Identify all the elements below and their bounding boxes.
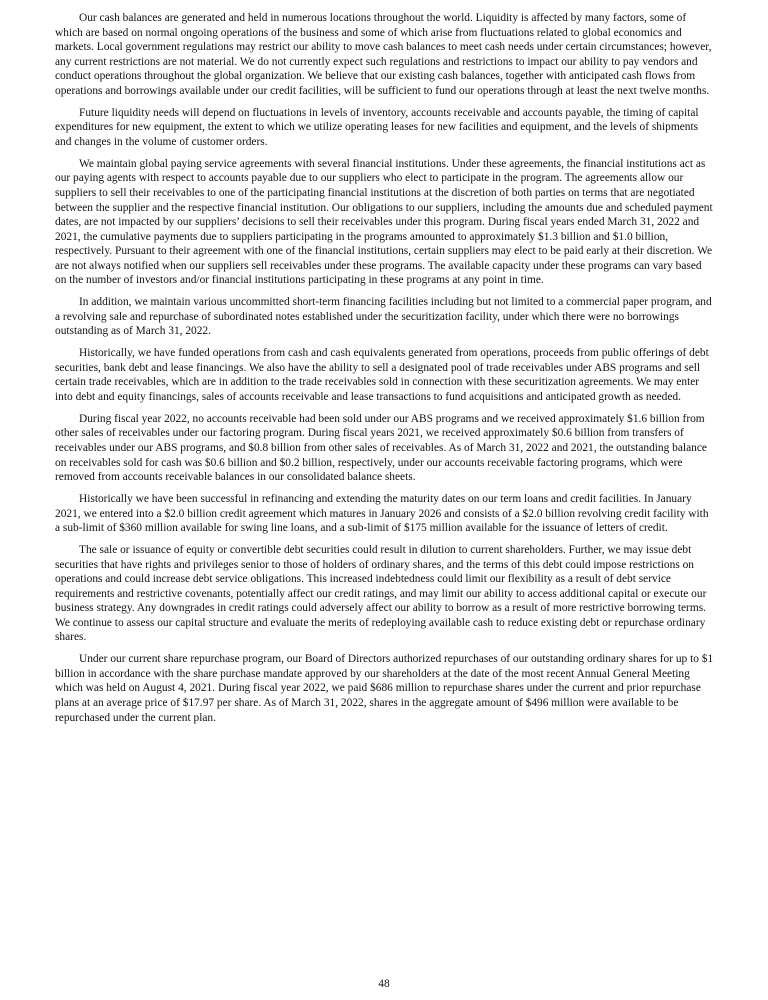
paragraph-share-repurchase: Under our current share repurchase program, our Board of Directors authorized repurchases of our outstanding ordinary shares for up to $1 billion in accordance with the share purchase mandate approved by our shareholders at the date of the most recent Annual General Meeting which was held on August 4, 2021. During fiscal year 2022, we paid $686 million to repurchase shares under the current and prior repurchase plans at an average price of $17.97 per share. As of March 31, 2022, shares in the aggregate amount of $496 million were available to be repurchased under the current plan. [55, 653, 714, 724]
paragraph-future-liquidity: Future liquidity needs will depend on fluctuations in levels of inventory, accounts receivable and accounts payable, the timing of capital expenditures for new equipment, the extent to which we utilize operating leases for new facilities and equipment, and the levels of shipments and changes in the volume of customer orders. [55, 106, 699, 148]
paragraph-equity-dilution: The sale or issuance of equity or convertible debt securities could result in dilution to current shareholders. Further, we may issue debt securities that have rights and privileges senior to those of holders of ordinary shares, and the terms of this debt could impose restrictions on operations and could increase debt service obligations. This increased indebtedness could limit our flexibility as a result of debt service requirements and restrictive covenants, potentially affect our credit ratings, and may limit our ability to access additional capital or execute our business strategy. Any downgrades in credit ratings could adversely affect our ability to borrow as a result of more restrictive borrowing terms. We continue to assess our capital structure and evaluate the merits of redeploying available cash to reduce existing debt or repurchase ordinary shares. [55, 543, 707, 644]
paragraph-refinancing: Historically we have been successful in refinancing and extending the maturity dates on our term loans and credit facilities. In January 2021, we entered into a $2.0 billion credit agreement which matures in January 2026 and consists of a $2.0 billion revolving credit facility with a sub-limit of $360 million available for swing line loans, and a sub-limit of $175 million available for the issuance of letters of credit. [55, 492, 709, 535]
page-number: 48 [378, 978, 390, 990]
paragraph-funded-operations: Historically, we have funded operations from cash and cash equivalents generated from operations, proceeds from public offerings of debt securities, bank debt and lease financings. We also have the ability to sell a designated pool of trade receivables under ABS programs and sell certain trade receivables, which are in addition to the trade receivables sold in connection with these securitization agreements. We may enter into debt and equity financings, sales of accounts receivable and lease transactions to fund acquisitions and anticipated growth as needed. [55, 347, 709, 403]
document-page [55, 11, 715, 732]
paragraph-uncommitted-facilities: In addition, we maintain various uncommitted short-term financing facilities including but not limited to a commercial paper program, and a revolving sale and repurchase of subordinated notes established under the securitization facility, under which there were no borrowings outstanding as of March 31, 2022. [55, 296, 712, 338]
paragraph-cash-balances: Our cash balances are generated and held in numerous locations throughout the world. Liquidity is affected by many factors, some of which are based on normal ongoing operations of the business and some of which arise from fluctuations related to global economics and markets. Local government regulations may restrict our ability to move cash balances to meet cash needs under certain circumstances; however, any current restrictions are not material. We do not currently expect such regulations and restrictions to impact our ability to pay vendors and conduct operations throughout the global organization. We believe that our existing cash balances, together with anticipated cash flows from operations and borrowings available under our credit facilities, will be sufficient to fund our operations through at least the next twelve months. [55, 12, 712, 97]
paragraph-receivables-sold: During fiscal year 2022, no accounts receivable had been sold under our ABS programs and we received approximately $1.6 billion from other sales of receivables under our factoring program. During fiscal years 2021, we received approximately $0.6 billion from transfers of receivables under our ABS programs, and $0.8 billion from other sales of receivables. As of March 31, 2022 and 2021, the outstanding balance on receivables sold for cash was $0.6 billion and $0.2 billion, respectively, under our accounts receivable factoring programs, which were removed from accounts receivable balances in our consolidated balance sheets. [55, 412, 707, 484]
paragraph-paying-service-agreements: We maintain global paying service agreements with several financial institutions. Under these agreements, the financial institutions act as our paying agents with respect to accounts payable due to our suppliers who elect to participate in the program. The agreements allow our suppliers to sell their receivables to one of the participating financial institutions at the discretion of both parties on terms that are negotiated between the supplier and the respective financial institution. Our obligations to our suppliers, including the amounts due and scheduled payment dates, are not impacted by our suppliers’ decisions to sell their receivables under this program. During fiscal years ended March 31, 2022 and 2021, the cumulative payments due to suppliers participating in the programs amounted to approximately $1.3 billion and $1.0 billion, respectively. Pursuant to their agreement with one of the financial institutions, certain suppliers may elect to be paid early at their discretion. We are not always notified when our suppliers sell receivables under these programs. The available capacity under these programs can vary based on the number of investors and/or financial institutions participating in these programs at any point in time. [55, 157, 713, 287]
